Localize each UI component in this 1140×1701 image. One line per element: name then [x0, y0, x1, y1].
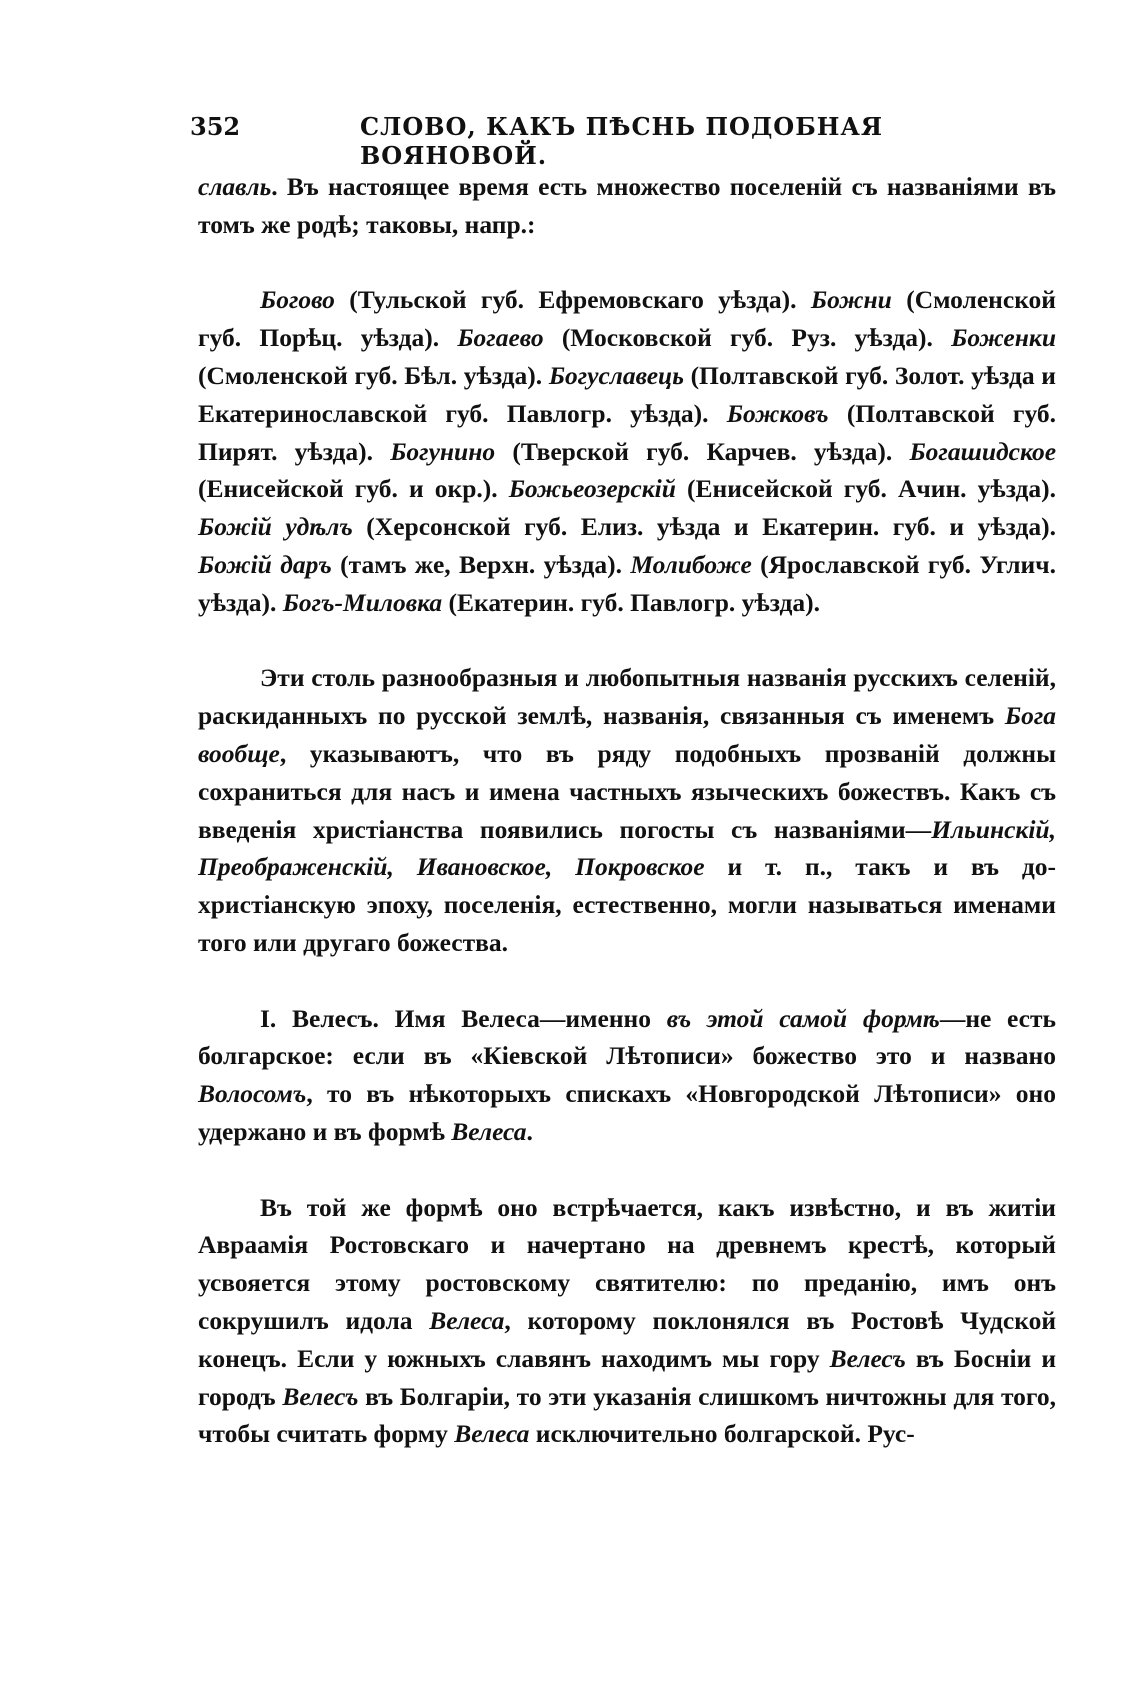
- italic-term: Велеса: [429, 1305, 505, 1335]
- italic-term: Велеса: [451, 1116, 527, 1146]
- italic-term: Молибоже: [630, 549, 752, 579]
- italic-term: Богашидское: [909, 436, 1057, 466]
- italic-term: Богъ-Миловка: [282, 587, 443, 617]
- italic-term: Велесъ: [829, 1343, 906, 1373]
- italic-term: Богуславець: [548, 360, 684, 390]
- italic-term: въ этой самой формѣ: [666, 1003, 940, 1033]
- text-run: I. Велесъ. Имя Велеса—именно: [260, 1003, 667, 1033]
- italic-term: Божій даръ: [198, 549, 332, 579]
- text-run: (тамъ же, Верхн. уѣзда).: [331, 549, 631, 579]
- italic-term: Божковъ: [726, 398, 829, 428]
- text-run: исключительно болгарской. Рус-: [529, 1419, 915, 1449]
- text-run: —не есть болгарское: если въ «Кіевской Лѣтописи» божество это и названо: [198, 1003, 1057, 1071]
- italic-term: Богаево: [457, 323, 544, 353]
- page-number: 352: [190, 112, 241, 141]
- italic-term: Бога вообще: [198, 701, 1056, 768]
- text-run: .: [526, 1116, 533, 1146]
- text-run: , то въ нѣкоторыхъ спискахъ «Новгородской Лѣтописи» оно удержано и въ формѣ: [198, 1079, 1056, 1146]
- text-run: (Енисейской губ. и окр.).: [198, 474, 509, 504]
- text-run: (Полтавской губ. Пирят. уѣзда).: [198, 398, 1057, 466]
- text-run: (Енисейской губ. Ачин. уѣзда).: [675, 474, 1056, 504]
- italic-term: Богунино: [390, 436, 496, 466]
- italic-term: Богово: [260, 285, 335, 315]
- text-run: , которому поклонялся въ Ростовѣ Чудской конецъ. Если у южныхъ славянъ находимъ мы гору: [198, 1305, 1057, 1373]
- italic-term: Велесъ: [282, 1381, 359, 1411]
- text-run: (Полтавской губ. Золот. уѣзда и Екатеринославской губ. Павлогр. уѣзда).: [198, 360, 1056, 428]
- running-title: СЛОВО, КАКЪ ПѢСНЬ ПОДОБНАЯ ВОЯНОВОЙ.: [360, 112, 884, 170]
- italic-term: Велеса: [454, 1419, 530, 1449]
- text-run: , указываютъ, что въ ряду подобныхъ прозваній должны сохраниться для насъ и имена частныхъ языческихъ божествъ. Какъ съ введенія христіанства появились погосты съ названіями—: [198, 738, 1056, 844]
- paragraph: [198, 168, 1056, 244]
- text-run: (Тверской губ. Карчев. уѣзда).: [495, 436, 910, 466]
- page-body: [198, 168, 1056, 1453]
- text-run: (Смоленской губ. Бѣл. уѣзда).: [198, 360, 549, 390]
- paragraph: [198, 281, 1056, 621]
- paragraph: [198, 1000, 1056, 1151]
- italic-term: Божій удѣлъ: [198, 512, 353, 542]
- italic-term: Боженки: [951, 323, 1056, 353]
- paragraph: [198, 659, 1056, 961]
- italic-term: Ильинскій, Преображенскій, Ивановское, Покровское: [198, 814, 1056, 882]
- text-run: въ Болгаріи, то эти указанія слишкомъ ничтожны для того, чтобы считать форму: [198, 1381, 1056, 1449]
- text-run: (Ярославской губ. Углич. уѣзда).: [198, 549, 1056, 617]
- text-run: Въ той же формѣ оно встрѣчается, какъ извѣстно, и въ житіи Авраамія Ростовскаго и начертано на древнемъ крестѣ, который усвояется этому ростовскому святителю: по преданію, имъ онъ сокрушилъ идола: [198, 1192, 1056, 1335]
- text-run: (Московской губ. Руз. уѣзда).: [543, 323, 952, 353]
- text-run: (Херсонской губ. Елиз. уѣзда и Екатерин. губ. и уѣзда).: [352, 512, 1056, 542]
- paragraph: [198, 1189, 1056, 1454]
- text-run: . Въ настоящее время есть множество поселеній съ названіями въ томъ же родѣ; таковы, напр.:: [198, 172, 1056, 239]
- text-run: въ Босніи и городъ: [198, 1343, 1057, 1411]
- text-run: Эти столь разнообразныя и любопытныя названія русскихъ селеній, раскиданныхъ по русской землѣ, названія, связанныя съ именемъ: [198, 663, 1056, 731]
- text-run: (Тульской губ. Ефремовскаго уѣзда).: [334, 285, 811, 315]
- italic-term: славль: [198, 172, 272, 201]
- text-run: (Смоленской губ. Порѣц. уѣзда).: [198, 285, 1056, 353]
- italic-term: Божьеозерскій: [508, 474, 676, 504]
- italic-term: Божни: [810, 285, 892, 315]
- italic-term: Волосомъ: [198, 1079, 307, 1109]
- text-run: и т. п., такъ и въ до-христіанскую эпоху, поселенія, естественно, могли называться именами того или другаго божества.: [198, 852, 1056, 957]
- text-run: (Екатерин. губ. Павлогр. уѣзда).: [442, 587, 821, 617]
